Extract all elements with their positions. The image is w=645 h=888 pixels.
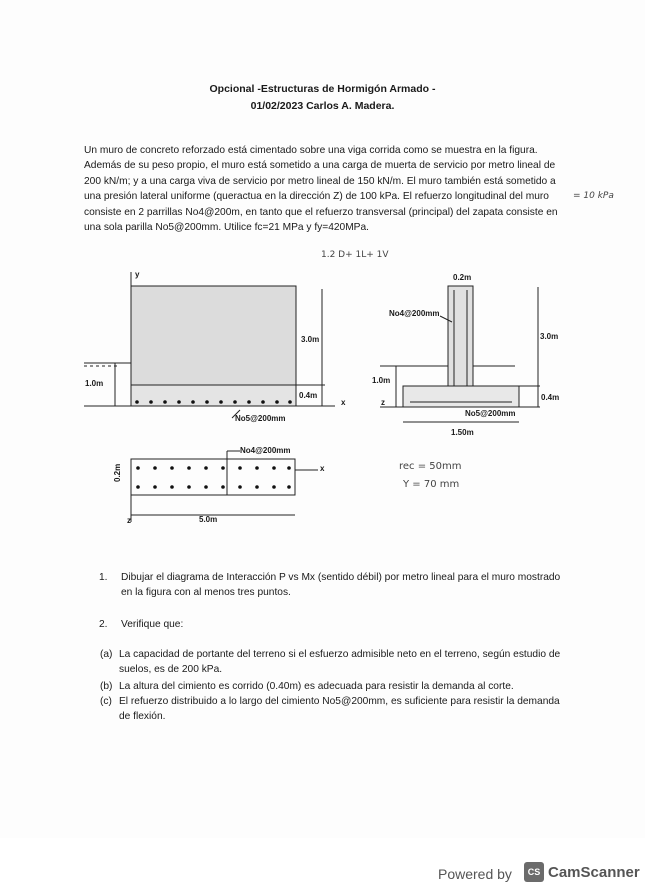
wall-height-label: 3.0m <box>301 335 320 344</box>
handwritten-pressure-note: = 10 kPa <box>573 191 614 201</box>
y-axis-label: y <box>135 270 140 279</box>
x-axis-label: x <box>341 398 346 407</box>
question-1-text: Dibujar el diagrama de Interacción P vs Mx (sentido débil) por metro lineal para el muro mostrado en la figura con al menos tres puntos. <box>121 572 561 599</box>
wall-height-label-section: 3.0m <box>540 332 559 341</box>
handwritten-load-combo: 1.2 D+ 1L+ 1V <box>321 250 389 260</box>
subquestion-a-number: (a) <box>100 649 113 660</box>
z-axis-label: z <box>381 398 385 407</box>
wall-rebar-label: No4@200mm <box>389 309 440 318</box>
plan-wall-length-label: 5.0m <box>199 515 218 524</box>
plan-rebar-dots <box>136 466 291 489</box>
document-title: Opcional -Estructuras de Hormigón Armado - <box>209 83 436 95</box>
subquestion-c-text: El refuerzo distribuido a lo largo del cimiento No5@200mm, es suficiente para resistir la demanda de flexión. <box>119 696 560 723</box>
plan-x-axis-label: x <box>320 464 325 473</box>
footing-depth-label-section: 1.0m <box>372 376 391 385</box>
question-1-number: 1. <box>99 572 108 583</box>
footing-rebar-label: No5@200mm <box>235 414 286 423</box>
powered-by-text: Powered by <box>438 866 512 882</box>
problem-statement: Un muro de concreto reforzado está cimentado sobre una viga corrida como se muestra en la figura. Además de su peso propio, el muro está sometido a una carga de muerta de servicio por metro lineal de 200 kN/m; y a una carga viva de servicio por metro lineal de 150 kN/m. El muro también está sometido a una presión lateral uniforme (queractua en la dirección Z) de 100 kPa. El refuerzo longitudinal del muro consiste en 2 parrillas No4@200m, en tanto que el refuerzo transversal (principal) del zapata consiste en una sola parilla No5@200mm. Utilice fc=21 MPa y fy=420MPa. <box>84 145 558 234</box>
wall-width-label: 0.2m <box>453 273 472 282</box>
plan-rebar-label: No4@200mm <box>240 446 291 455</box>
plan-wall-width-label: 0.2m <box>113 463 122 482</box>
wall-section <box>448 286 473 386</box>
footing-rebar-label-section: No5@200mm <box>465 409 516 418</box>
elevation-view <box>84 272 335 418</box>
footing-section <box>403 386 519 407</box>
footing-depth-label: 1.0m <box>85 379 104 388</box>
question-2-text: Verifique que: <box>121 619 184 630</box>
section-view <box>380 286 540 422</box>
subquestion-b-number: (b) <box>100 681 113 692</box>
handwritten-y: Y = 70 mm <box>403 479 460 490</box>
camscanner-logo-icon: CS <box>524 862 544 882</box>
handwritten-rec: rec = 50mm <box>399 461 462 472</box>
footing-thickness-label: 0.4m <box>299 391 318 400</box>
document-subtitle: 01/02/2023 Carlos A. Madera. <box>250 100 395 112</box>
plan-rect <box>131 459 295 495</box>
footing-width-label: 1.50m <box>451 428 474 437</box>
subquestion-c-number: (c) <box>100 696 112 707</box>
camscanner-brand: CamScanner <box>548 864 640 881</box>
plan-z-axis-label: z <box>127 516 131 525</box>
footing-thickness-label-section: 0.4m <box>541 393 560 402</box>
subquestion-b-text: La altura del cimiento es corrido (0.40m) es adecuada para resistir la demanda al corte. <box>119 681 514 692</box>
question-2-number: 2. <box>99 619 108 630</box>
footing-elevation <box>131 385 296 406</box>
wall-elevation <box>131 286 296 385</box>
subquestion-a-text: La capacidad de portante del terreno si el esfuerzo admisible neto en el terreno, según estudio de suelos, es de 200 kPa. <box>119 649 561 676</box>
